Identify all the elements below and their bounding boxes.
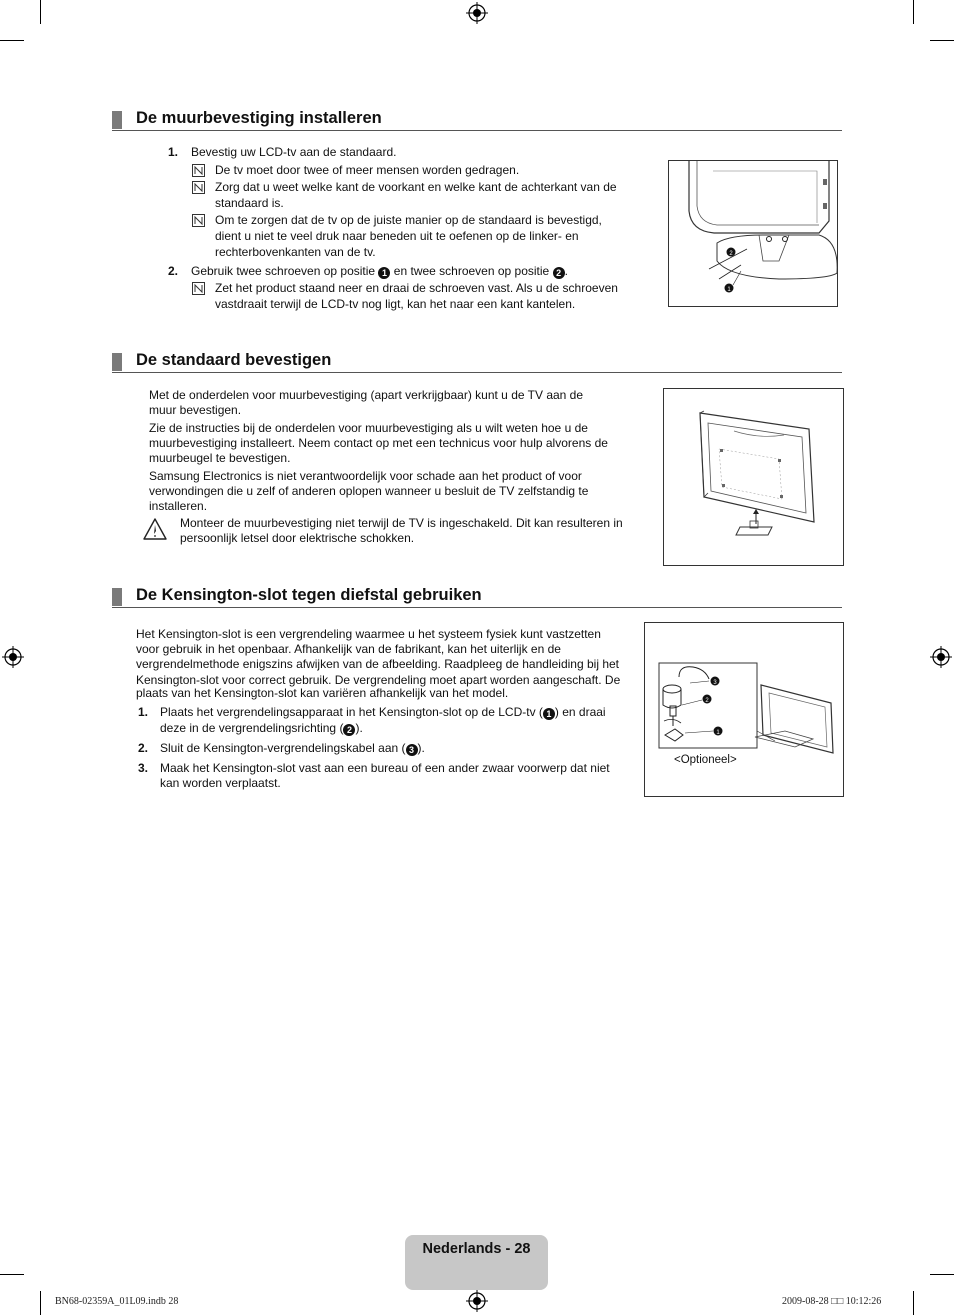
paragraph-line: muurbevestiging installeert. Neem contact op met een technicus voor hulp alvorens de [149, 436, 608, 450]
note-icon [192, 164, 205, 177]
crop-mark [40, 1291, 41, 1315]
step-text-part: deze in de vergrendelingsrichting ( [160, 721, 344, 735]
paragraph-line: verwondingen die u zelf of anderen oplopen wanneer u besluit de TV zelfstandig te [149, 484, 589, 498]
registration-mark-icon [2, 646, 24, 668]
svg-text:3: 3 [713, 680, 717, 686]
step-number: 2. [168, 264, 179, 278]
note-text: Zorg dat u weet welke kant de voorkant en welke kant de achterkant van de [215, 180, 617, 194]
note-text: rechterbovenkanten van de tv. [215, 245, 376, 259]
svg-text:1: 1 [716, 730, 720, 736]
position-2-badge: 2 [553, 267, 565, 279]
heading-bar [112, 588, 122, 606]
figure-wall-mount [663, 388, 844, 566]
step-number: 3. [138, 761, 149, 775]
position-1-badge: 1 [378, 267, 390, 279]
crop-mark [930, 1274, 954, 1275]
section-title: De muurbevestiging installeren [136, 109, 382, 127]
paragraph-line: Het Kensington-slot is een vergrendeling waarmee u het systeem fysiek kunt vastzetten [136, 627, 601, 641]
figure-kensington-lock [644, 622, 844, 797]
print-slug-file: BN68-02359A_01L09.indb 28 [55, 1296, 179, 1307]
svg-text:2: 2 [729, 251, 733, 257]
crop-mark [40, 0, 41, 24]
section-heading-wall-mount [112, 110, 842, 131]
heading-bar [112, 111, 122, 129]
warning-text: Monteer de muurbevestiging niet terwijl de TV is ingeschakeld. Dit kan resulteren in [180, 516, 623, 530]
step-text-part: en twee schroeven op positie [393, 264, 550, 278]
note-text: Om te zorgen dat de tv op de juiste manier op de standaard is bevestigd, [215, 213, 602, 227]
paragraph-line: installeren. [149, 499, 208, 513]
page-footer-tab [405, 1235, 548, 1290]
page-label: Nederlands - 28 [422, 1241, 531, 1257]
step-text [160, 741, 425, 757]
paragraph-line: voor gebruik in het openbaar. Afhankelijk van de fabrikant, kan het uiterlijk en de [136, 642, 561, 656]
step-text-part: Plaats het vergrendelingsapparaat in het Kensington-slot op de LCD-tv ( [160, 705, 543, 719]
registration-mark-icon [466, 1290, 488, 1312]
paragraph-line: muur bevestigen. [149, 403, 242, 417]
callout-2-badge: 2 [343, 724, 355, 736]
note-text: Zet het product staand neer en draai de schroeven vast. Als u de schroeven [215, 281, 618, 295]
svg-text:1: 1 [727, 287, 731, 293]
crop-mark [913, 0, 914, 24]
step-text: Maak het Kensington-slot vast aan een bureau of een ander zwaar voorwerp dat niet [160, 761, 610, 775]
callout-1-badge: 1 [543, 708, 555, 720]
svg-text:2: 2 [705, 698, 709, 704]
step-number: 1. [168, 145, 179, 159]
crop-mark [0, 1274, 24, 1275]
section-heading-kensington [112, 587, 842, 608]
paragraph-line: vergrendelmethode enigszins afwijken van de afbeelding. Raadpleeg de handleiding bij het [136, 657, 620, 671]
step-text-part: ) en draai [554, 705, 606, 719]
step-text [160, 721, 363, 737]
paragraph-line: muurbeugel te bevestigen. [149, 451, 291, 465]
note-text: vastdraait terwijl de LCD-tv nog ligt, kan het naar een kant kantelen. [215, 297, 576, 311]
step-text: kan worden verplaatst. [160, 776, 281, 790]
section-title: De standaard bevestigen [136, 351, 332, 369]
print-slug-date: 2009-08-28 □□ 10:12:26 [782, 1296, 882, 1307]
warning-text: persoonlijk letsel door elektrische schokken. [180, 531, 415, 545]
paragraph-line: Met de onderdelen voor muurbevestiging (apart verkrijgbaar) kunt u de TV aan de [149, 388, 584, 402]
section-heading-stand [112, 352, 842, 373]
crop-mark [0, 40, 24, 41]
note-text: dient u niet te veel druk naar beneden uit te oefenen op de linker- en [215, 229, 579, 243]
step-text [160, 705, 606, 721]
optional-label: <Optioneel> [674, 754, 737, 766]
paragraph-line: Zie de instructies bij de onderdelen voor muurbevestiging als u wilt weten hoe u de [149, 421, 588, 435]
step-text-part: ). [355, 721, 363, 735]
note-icon [192, 181, 205, 194]
kensington-illustration [645, 623, 843, 796]
note-text: standaard is. [215, 196, 284, 210]
step-number: 2. [138, 741, 149, 755]
heading-bar [112, 353, 122, 371]
note-text: De tv moet door twee of meer mensen worden gedragen. [215, 163, 520, 177]
registration-mark-icon [930, 646, 952, 668]
registration-mark-icon [466, 2, 488, 24]
note-icon [192, 214, 205, 227]
note-icon [192, 282, 205, 295]
step-text-part: Sluit de Kensington-vergrendelingskabel aan ( [160, 741, 406, 755]
tv-back-illustration [664, 389, 843, 565]
step-number: 1. [138, 705, 149, 719]
step-text: Bevestig uw LCD-tv aan de standaard. [191, 145, 397, 159]
step-text [191, 264, 568, 280]
step-text-part: Gebruik twee schroeven op positie [191, 264, 376, 278]
section-title: De Kensington-slot tegen diefstal gebruiken [136, 586, 482, 604]
warning-icon [142, 517, 168, 541]
paragraph-line: plaats van het Kensington-slot kan variëren afhankelijk van het model. [136, 686, 509, 700]
crop-mark [930, 40, 954, 41]
step-text-part: ). [417, 741, 425, 755]
paragraph-line: Kensington-slot voor correct gebruik. De vergrendeling moet apart worden aangeschaft. De [136, 673, 621, 687]
crop-mark [913, 1291, 914, 1315]
figure-stand-screws [668, 160, 838, 307]
callout-3-badge: 3 [406, 744, 418, 756]
paragraph-line: Samsung Electronics is niet verantwoordelijk voor schade aan het product of voor [149, 469, 582, 483]
step-text-part: . [564, 264, 568, 278]
tv-stand-illustration [669, 161, 837, 306]
